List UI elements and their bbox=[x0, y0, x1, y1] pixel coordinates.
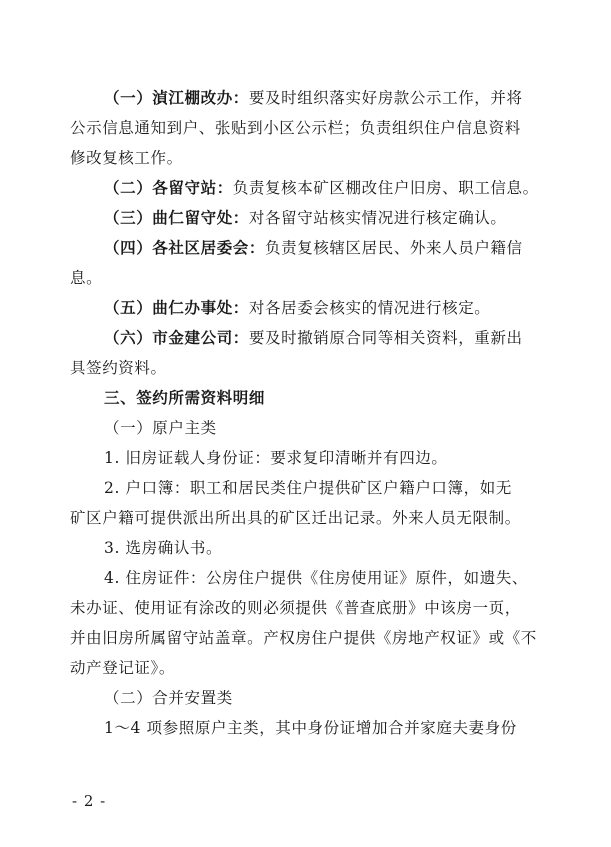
text-line: 修改复核工作。 bbox=[70, 149, 183, 167]
text-line bbox=[104, 88, 542, 108]
item-text: 对各留守站核实情况进行核定确认。 bbox=[248, 209, 507, 227]
subsection-heading: （二）合并安置类 bbox=[104, 689, 233, 707]
page-number: - 2 - bbox=[72, 792, 107, 810]
text-line: 未办证、使用证有涂改的则必须提供《普查底册》中该房一页， bbox=[70, 599, 521, 617]
text-line: 4. 住房证件：公房住户提供《住房使用证》原件，如遗失、 bbox=[104, 569, 529, 587]
text-line: 2. 户口簿：职工和居民类住户提供矿区户籍户口簿，如无 bbox=[104, 479, 512, 497]
text-line bbox=[104, 178, 542, 198]
text-line: 息。 bbox=[70, 269, 103, 287]
text-line: 动产登记证》。 bbox=[70, 659, 175, 677]
text-line bbox=[104, 328, 542, 348]
item-text: 要及时组织落实好房款公示工作，并将 bbox=[248, 89, 523, 107]
text-line bbox=[104, 238, 542, 258]
text-line: 3. 选房确认书。 bbox=[104, 539, 223, 557]
item-text: 要及时撤销原合同等相关资料，重新出 bbox=[248, 329, 523, 347]
text-line: 公示信息通知到户、张贴到小区公示栏；负责组织住户信息资料 bbox=[70, 119, 521, 137]
item-heading: （六）市金建公司： bbox=[104, 328, 249, 347]
text-line: 1～4 项参照原户主类，其中身份证增加合并家庭夫妻身份 bbox=[104, 719, 517, 737]
item-text: 负责复核辖区居民、外来人员户籍信 bbox=[265, 239, 523, 257]
section-heading: 三、签约所需资料明细 bbox=[104, 388, 266, 407]
text-line: 具签约资料。 bbox=[70, 359, 167, 377]
text-line: 矿区户籍可提供派出所出具的矿区迁出记录。外来人员无限制。 bbox=[70, 509, 521, 527]
item-heading: （五）曲仁办事处： bbox=[104, 298, 249, 317]
text-line: 1. 旧房证载人身份证：要求复印清晰并有四边。 bbox=[104, 449, 448, 467]
text-line: 并由旧房所属留守站盖章。产权房住户提供《房地产权证》或《不 bbox=[70, 629, 537, 647]
item-heading: （二）各留守站： bbox=[104, 178, 233, 197]
item-heading: （一）湞江棚改办： bbox=[104, 88, 249, 107]
item-text: 负责复核本矿区棚改住户旧房、职工信息。 bbox=[232, 179, 539, 197]
item-heading: （四）各社区居委会： bbox=[104, 238, 266, 257]
text-line bbox=[104, 208, 542, 228]
item-text: 对各居委会核实的情况进行核定。 bbox=[248, 299, 491, 317]
text-line bbox=[104, 298, 542, 318]
item-heading: （三）曲仁留守处： bbox=[104, 208, 249, 227]
subsection-heading: （一）原户主类 bbox=[104, 419, 217, 437]
